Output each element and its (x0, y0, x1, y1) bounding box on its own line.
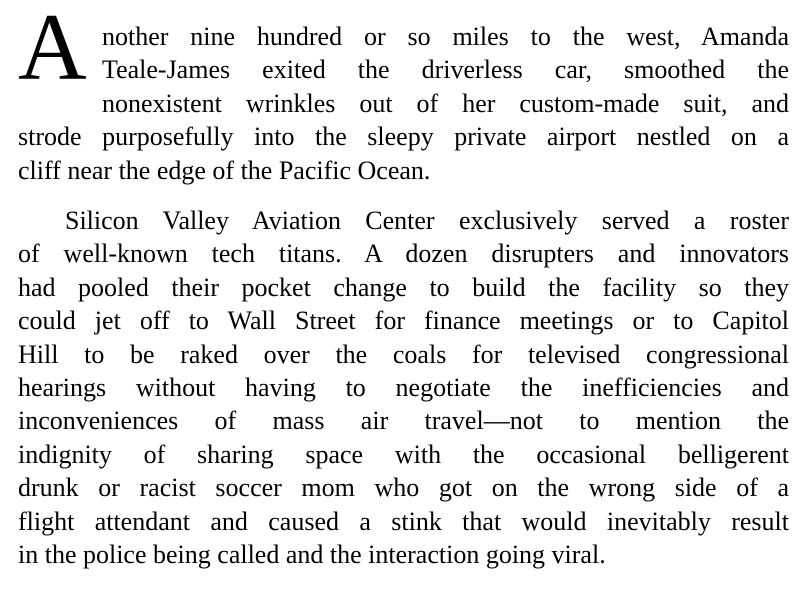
text-line: Hill to be raked over the coals for televised congressional (18, 339, 789, 369)
text-line: drunk or racist soccer mom who got on the wrong side of a (18, 473, 789, 503)
text-line: in the police being called and the interaction going viral. (18, 540, 606, 570)
text-line: inconveniences of mass air travel—not to mention the (18, 406, 789, 436)
text-line: flight attendant and caused a stink that would inevitably result (18, 506, 789, 536)
text-line: Teale-James exited the driverless car, smoothed the (102, 55, 789, 85)
text-line: strode purposefully into the sleepy private airport nestled on a (18, 122, 789, 152)
text-line: had pooled their pocket change to build the facility so they (18, 272, 789, 302)
paragraph-2 (18, 204, 789, 571)
text-line: nother nine hundred or so miles to the west, Amanda (102, 22, 789, 51)
text-line: nonexistent wrinkles out of her custom-made suit, and (102, 88, 789, 118)
text-line: cliff near the edge of the Pacific Ocean. (18, 155, 431, 185)
drop-cap: A (18, 0, 87, 100)
text-line: of well-known tech titans. A dozen disrupters and innovators (18, 239, 789, 269)
text-line: hearings without having to negotiate the inefficiencies and (18, 373, 789, 403)
text-line: indignity of sharing space with the occasional belligerent (18, 439, 789, 469)
paragraph-1 (18, 0, 789, 187)
text-line: Silicon Valley Aviation Center exclusively served a roster (65, 206, 789, 236)
text-line: could jet off to Wall Street for finance meetings or to Capitol (18, 306, 789, 336)
page-text (18, 0, 789, 572)
